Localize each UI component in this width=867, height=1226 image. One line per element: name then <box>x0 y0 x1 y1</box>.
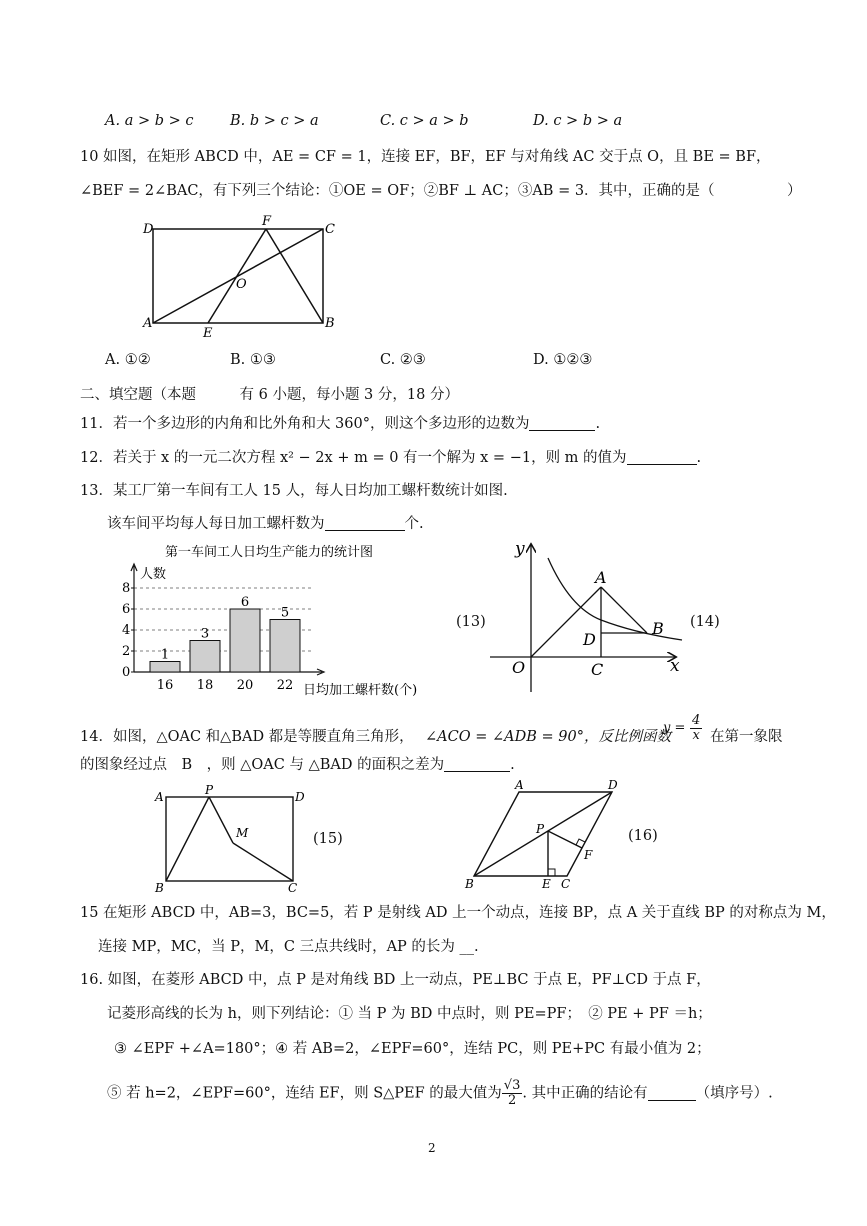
q9-option-d: D. c > b > a <box>533 113 623 129</box>
q16-line4: ⑤ 若 h=2，∠EPF=60°，连结 EF，则 S△PEF 的最大值为 $\frac{√3}{2}$ . 其中正确的结论有 （填序号）. <box>107 1078 773 1108</box>
fig14-label-b: B <box>652 619 664 638</box>
fig16-label-c: C <box>561 877 571 891</box>
q10-label-b: B <box>325 316 335 331</box>
q14-line1c: 在第一象限 <box>710 729 783 745</box>
q10-option-b: B. ①③ <box>230 352 276 368</box>
fig15-label-m: M <box>236 826 249 840</box>
fig15-label-a: A <box>155 790 164 804</box>
q10-option-c: C. ②③ <box>380 352 426 368</box>
q13-answer-blank[interactable] <box>325 514 405 531</box>
fig16-label: (16) <box>628 828 658 844</box>
fig16-label-a: A <box>515 778 524 792</box>
q9-option-a: A. a > b > c <box>105 113 194 129</box>
q10-label-a: A <box>143 316 153 331</box>
fig14-label-x: x <box>670 656 680 676</box>
q10-figure <box>140 214 340 341</box>
bar-22 <box>270 620 300 673</box>
y-tick-label: 8 <box>122 581 131 596</box>
bar-value-label: 3 <box>200 626 210 642</box>
sqrt3-over-2-fraction: $\frac{√3}{2}$ <box>503 1078 521 1108</box>
section-2-heading: 二、填空题（本题 有 6 小题，每小题 3 分，18 分） <box>80 387 459 403</box>
page-number: 2 <box>428 1141 436 1155</box>
q13-line2: 该车间平均每人每日加工螺杆数为 个. <box>107 516 424 532</box>
q10-line2: ∠BEF = 2∠BAC，有下列三个结论：①OE = OF；②BF ⊥ AC；③AB = 3．其中，正确的是（ ） <box>80 183 802 199</box>
q10-label-f: F <box>262 214 272 229</box>
fig13-label: (13) <box>456 614 486 630</box>
fig16-label-b: B <box>465 877 474 891</box>
q16-line2: 记菱形高线的长为 h，则下列结论：① 当 P 为 BD 中点时，则 PE=PF； ② PE + PF ＝h； <box>107 1006 712 1022</box>
y-tick-label: 0 <box>122 665 131 680</box>
q15-line2: 连接 MP，MC，当 P，M，C 三点共线时，AP 的长为 __. <box>98 939 479 955</box>
x-tick-label: 22 <box>276 678 294 693</box>
bar-value-label: 5 <box>280 605 290 621</box>
fig14-label-d: D <box>583 630 596 649</box>
q16-line1: 16. 如图，在菱形 ABCD 中，点 P 是对角线 BD 上一动点，PE⊥BC 于点 E，PF⊥CD 于点 F， <box>80 972 711 988</box>
bar-16 <box>150 662 180 673</box>
fig14-graph <box>485 540 685 690</box>
bar-20 <box>230 609 260 672</box>
fig16-label-d: D <box>608 778 618 792</box>
q10-label-d: D <box>143 222 154 237</box>
q15-line1: 15 在矩形 ABCD 中，AB=3，BC=5，若 P 是射线 AD 上一个动点，连接 BP，点 A 关于直线 BP 的对称点为 M， <box>80 905 836 921</box>
y-tick-label: 4 <box>122 623 131 638</box>
fig14-label-y: y <box>515 539 525 559</box>
q10-option-a: A. ①② <box>105 352 151 368</box>
bar-18 <box>190 641 220 673</box>
fig15-label-p: P <box>205 783 214 797</box>
fig15-figure <box>152 785 312 895</box>
q13-bar-chart <box>110 538 430 698</box>
y-tick-label: 2 <box>122 644 131 659</box>
q14-line2: 的图象经过点 B ，则 △OAC 与 △BAD 的面积之差为 . <box>80 757 515 773</box>
q10-label-e: E <box>203 326 213 341</box>
fig16-label-e: E <box>542 877 551 891</box>
x-tick-label: 16 <box>156 678 174 693</box>
fig14-label-c: C <box>591 660 604 679</box>
q10-line1: 10 如图，在矩形 ABCD 中，AE = CF = 1，连接 EF，BF，EF 与对角线 AC 交于点 O，且 BE = BF， <box>80 149 771 165</box>
fig15-label-d: D <box>295 790 305 804</box>
q14-answer-blank[interactable] <box>444 755 510 772</box>
q11-text: 11．若一个多边形的内角和比外角和大 360°，则这个多边形的边数为 . <box>80 416 601 432</box>
chart-x-label: 日均加工螺杆数(个) <box>303 683 418 698</box>
q10-label-o: O <box>236 277 247 292</box>
q10-option-d: D. ①②③ <box>533 352 593 368</box>
fig14-label-o: O <box>512 658 526 677</box>
q14-function: y = $\frac{4}{x}$ <box>663 713 701 743</box>
fig15-label-c: C <box>288 881 298 895</box>
y-tick-label: 6 <box>122 602 131 617</box>
fig14-label: (14) <box>690 614 720 630</box>
fig16-label-p: P <box>536 822 545 836</box>
q11-answer-blank[interactable] <box>529 414 595 431</box>
fig15-label-b: B <box>155 881 164 895</box>
x-tick-label: 18 <box>196 678 214 693</box>
q12-text: 12．若关于 x 的一元二次方程 x² − 2x + m = 0 有一个解为 x = −1，则 m 的值为 . <box>80 450 702 466</box>
q16-line3: ③ ∠EPF +∠A=180°；④ 若 AB=2，∠EPF=60°，连结 PC，则 PE+PC 有最小值为 2； <box>114 1041 711 1057</box>
bar-value-label: 6 <box>240 595 250 610</box>
q9-option-b: B. b > c > a <box>230 113 319 129</box>
chart-y-label: 人数 <box>140 567 167 582</box>
fig15-label: (15) <box>313 831 343 847</box>
q16-answer-blank[interactable] <box>648 1084 696 1101</box>
q9-option-c: C. c > a > b <box>380 113 469 129</box>
q10-label-c: C <box>325 222 335 237</box>
q14-line1a: 14．如图，△OAC 和△BAD 都是等腰直角三角形， <box>80 729 414 745</box>
fig14-label-a: A <box>595 568 607 587</box>
bar-value-label: 1 <box>160 647 170 663</box>
q12-answer-blank[interactable] <box>627 448 697 465</box>
fig16-label-f: F <box>584 848 593 862</box>
chart-title: 第一车间工人日均生产能力的统计图 <box>165 545 374 560</box>
x-tick-label: 20 <box>236 678 254 693</box>
q14-line1b: ∠ACO = ∠ADB = 90°，反比例函数 <box>425 729 671 745</box>
fig16-figure <box>462 780 637 890</box>
q13-line1: 13．某工厂第一车间有工人 15 人，每人日均加工螺杆数统计如图. <box>80 483 508 499</box>
